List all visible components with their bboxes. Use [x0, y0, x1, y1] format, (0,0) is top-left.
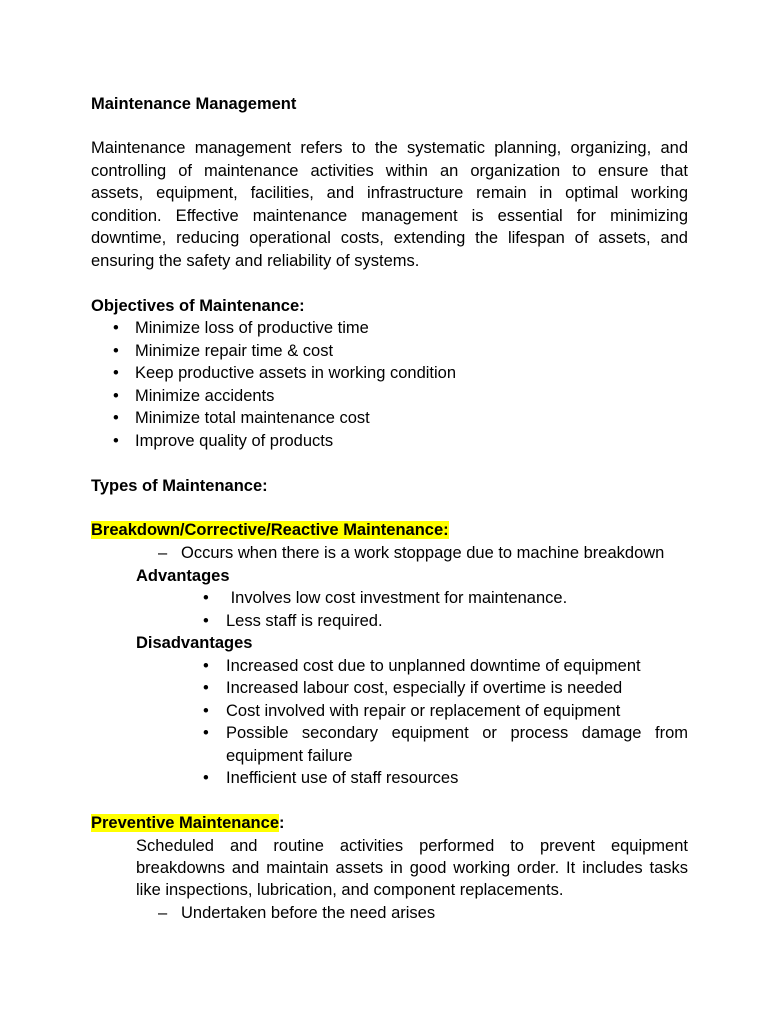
objective-item: Keep productive assets in working condition — [135, 364, 457, 382]
bullet-icon: • — [203, 612, 209, 630]
bullet-icon: • — [203, 724, 209, 742]
advantage-item: Involves low cost investment for maintenance. — [226, 589, 568, 607]
bullet-icon: • — [113, 432, 119, 450]
disadvantage-item: Increased labour cost, especially if overtime is needed — [226, 679, 623, 697]
highlight-mark: Preventive Maintenance — [91, 814, 279, 832]
objective-item: Minimize loss of productive time — [135, 319, 369, 337]
objective-item: Minimize repair time & cost — [135, 342, 334, 360]
bullet-icon: • — [203, 702, 209, 720]
intro-line: assets, equipment, facilities, and infrastructure remain in optimal working — [91, 184, 688, 202]
intro-line: ensuring the safety and reliability of systems. — [91, 252, 420, 270]
types-heading: Types of Maintenance: — [91, 477, 268, 495]
intro-line: downtime, reducing operational costs, extending the lifespan of assets, and — [91, 229, 688, 247]
disadvantages-heading: Disadvantages — [136, 634, 253, 652]
preventive-line: like inspections, lubrication, and component replacements. — [136, 881, 564, 899]
objective-item: Improve quality of products — [135, 432, 334, 450]
intro-line: Maintenance management refers to the systematic planning, organizing, and — [91, 139, 688, 157]
disadvantage-item-continued: equipment failure — [226, 747, 353, 765]
preventive-line: Scheduled and routine activities performed to prevent equipment — [136, 837, 688, 855]
preventive-line: breakdowns and maintain assets in good working order. It includes tasks — [136, 859, 688, 877]
bullet-icon: • — [203, 657, 209, 675]
disadvantage-item: Cost involved with repair or replacement of equipment — [226, 702, 621, 720]
intro-line: condition. Effective maintenance management is essential for minimizing — [91, 207, 688, 225]
dash-icon: – — [158, 544, 168, 562]
advantages-heading: Advantages — [136, 567, 230, 585]
bullet-icon: • — [203, 679, 209, 697]
objective-item: Minimize total maintenance cost — [135, 409, 370, 427]
disadvantage-item: Increased cost due to unplanned downtime of equipment — [226, 657, 641, 675]
disadvantage-item: Possible secondary equipment or process damage from — [226, 724, 688, 742]
bullet-icon: • — [203, 589, 209, 607]
objectives-heading: Objectives of Maintenance: — [91, 297, 305, 315]
preventive-heading — [91, 812, 285, 834]
bullet-icon: • — [203, 769, 209, 787]
disadvantage-item: Inefficient use of staff resources — [226, 769, 459, 787]
bullet-icon: • — [113, 409, 119, 427]
intro-line: controlling of maintenance activities within an organization to ensure that — [91, 162, 688, 180]
objective-item: Minimize accidents — [135, 387, 275, 405]
bullet-icon: • — [113, 342, 119, 360]
preventive-description: Undertaken before the need arises — [181, 904, 436, 922]
page-title: Maintenance Management — [91, 95, 297, 113]
highlight-mark: Breakdown/Corrective/Reactive Maintenance: — [91, 521, 449, 539]
advantage-item: Less staff is required. — [226, 612, 383, 630]
bullet-icon: • — [113, 319, 119, 337]
breakdown-description: Occurs when there is a work stoppage due to machine breakdown — [181, 544, 665, 562]
bullet-icon: • — [113, 364, 119, 382]
bullet-icon: • — [113, 387, 119, 405]
breakdown-heading — [91, 519, 449, 541]
preventive-heading-colon: : — [279, 814, 285, 832]
dash-icon: – — [158, 904, 168, 922]
